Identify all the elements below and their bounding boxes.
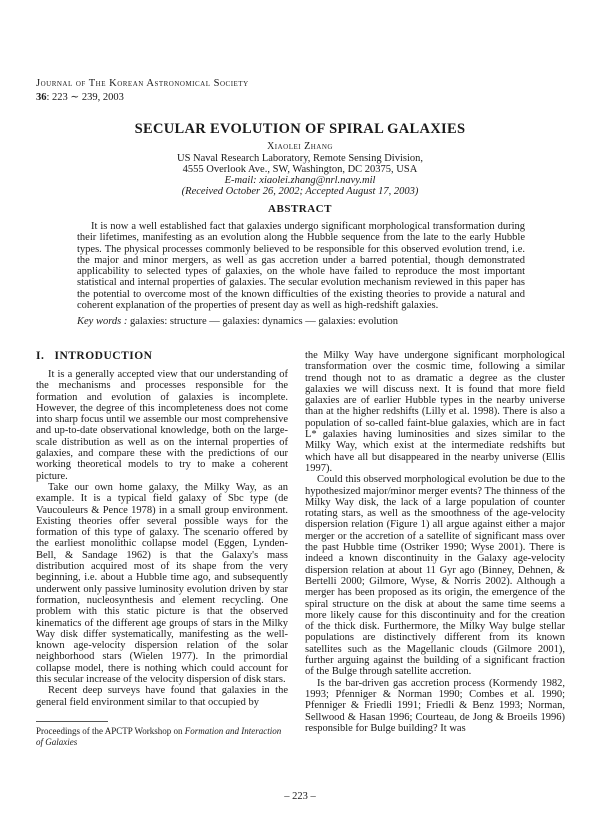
author-name: Xiaolei Zhang: [267, 141, 333, 152]
abstract-text: It is now a well established fact that galaxies undergo significant morphological transformation during their lifetimes, manifesting as an evolution along the Hubble sequence from the late to the early Hubble types. The physical processes commonly believed to be responsible for this observed evolution trend, i.e. the major and minor mergers, as well as gas accretion under a barred potential, though demonstrated applicability to selected types of galaxies, on the whole have failed to reproduce the most important statistical and internal properties of galaxies. The secular evolution mechanism reviewed in this paper has the potential to overcome most of the known difficulties of the existing theories to provide a natural and coherent explanation of the properties of present day as well as high-redshift galaxies.: [77, 221, 525, 312]
paragraph: Recent deep surveys have found that galaxies in the general field environment similar to that occupied by: [36, 685, 288, 708]
page-number: – 223 –: [284, 791, 316, 802]
keywords-text: galaxies: structure — galaxies: dynamics — galaxies: evolution: [127, 316, 398, 327]
abstract-body: [77, 221, 525, 311]
paragraph: Could this observed morphological evolution be due to the hypothesized major/minor merger events? The thinness of the Milky Way disk, the lack of a large population of counter rotating stars, as well as the smoothness of the age-velocity dispersion relation (Figure 1) all argue against either a major merger or the accretion of a satellite of significant mass over the past Hubble time (Ostriker 1990; Wyse 2001). There is indeed a known discontinuity in the Galaxy age-velocity dispersion relation at about 11 Gyr ago (Binney, Dehnen, & Bertelli 2000; Gilmore, Wyse, & Norris 2002). Although a merger has been proposed as its origin, the emergence of the spiral structure on the disk at about the same time seems a more likely cause for this discontinuity and for the creation of the thick disk. Furthermore, the Milky Way bulge stellar populations are distinctively different from its known satellites such as the Magellanic clouds (Gilmore 2001), further arguing against the building of a significant fraction of the Bulge through satellite accretion.: [305, 474, 565, 678]
journal-issue: [36, 91, 124, 103]
paragraph: Take our own home galaxy, the Milky Way, as an example. It is a typical field galaxy of Sbc type (de Vaucouleurs & Pence 1978) in a small group environment. Existing theories offer several possible ways for the formation of this type of galaxy. The scenario offered by the earliest monolithic collapse model (Eggen, Lynden-Bell, & Sandage 1962) is that the Galaxy's mass distribution acquired most of its shape from the very beginning, i.e. about a Hubble time ago, and subsequently underwent only passive luminosity evolution driven by star formation, nucleosynthesis and element recycling. One problem with this static picture is that the observed kinematics of the different age groups of stars in the Milky Way disk differ systematically, manifesting as the well-known age-velocity dispersion relation of the solar neighborhood stars (Wielen 1977). In the primordial collapse model, there is nothing which could account for this secular increase of the velocity dispersion of disk stars.: [36, 481, 288, 686]
received-dates: (Received October 26, 2002; Accepted August 17, 2003): [181, 186, 419, 197]
left-column: [36, 369, 288, 708]
abstract-heading: ABSTRACT: [268, 203, 332, 215]
footnote-italic: Formation and Interaction of Galaxies: [36, 726, 282, 747]
section-heading: I. INTRODUCTION: [36, 350, 153, 362]
keywords: [77, 316, 525, 327]
paragraph: Is the bar-driven gas accretion process (Kormendy 1982, 1993; Pfenniger & Norman 1990; Combes et al. 1990; Pfenniger & Friedli 1991; Friedli & Benz 1993; Norman, Sellwood & Hasan 1996; Courteau, de Jong & Broeils 1996) responsible for Bulge building? It was: [305, 677, 565, 734]
paper-title: SECULAR EVOLUTION OF SPIRAL GALAXIES: [134, 121, 466, 137]
page-range: : 223 ∼ 239, 2003: [46, 92, 124, 103]
volume-number: 36: [36, 92, 47, 103]
paragraph: It is a generally accepted view that our understanding of the mechanisms and processes responsible for the formation and evolution of galaxies is incomplete. However, the degree of this incompleteness does not come into sharp focus until we assemble our most comprehensive and up-to-date observational knowledge, both on the large-scale distribution as well as on the internal properties of galaxies, and compare these with the predictions of our working theoretical models to try to make a coherent picture.: [36, 369, 288, 482]
footnote-text: Proceedings of the APCTP Workshop on: [36, 726, 185, 736]
footnote-rule: [36, 721, 108, 722]
footnote: [36, 726, 288, 747]
keywords-label: Key words :: [77, 316, 128, 327]
paragraph: the Milky Way have undergone significant morphological transformation over the cosmic time, following a similar trend though not to as dramatic a degree as the cluster galaxies we will discuss next. It is found that more field galaxies are of earlier Hubble types in the nearby universe than at the higher redshifts (Lilly et al. 1998). There is also a population of so-called faint-blue galaxies, which are in fact L* galaxies having luminosities and sizes similar to the Milky Way, which exist at the intermediate redshifts but which have all but disappeared in the nearby universe (Ellis 1997).: [305, 350, 565, 474]
author-email: E-mail: xiaolei.zhang@nrl.navy.mil: [224, 175, 376, 186]
right-column: [305, 350, 565, 734]
journal-name: Journal of The Korean Astronomical Society: [36, 78, 249, 89]
affiliation-line-2: 4555 Overlook Ave., SW, Washington, DC 20375, USA: [182, 164, 418, 175]
affiliation-line-1: US Naval Research Laboratory, Remote Sensing Division,: [176, 153, 424, 164]
